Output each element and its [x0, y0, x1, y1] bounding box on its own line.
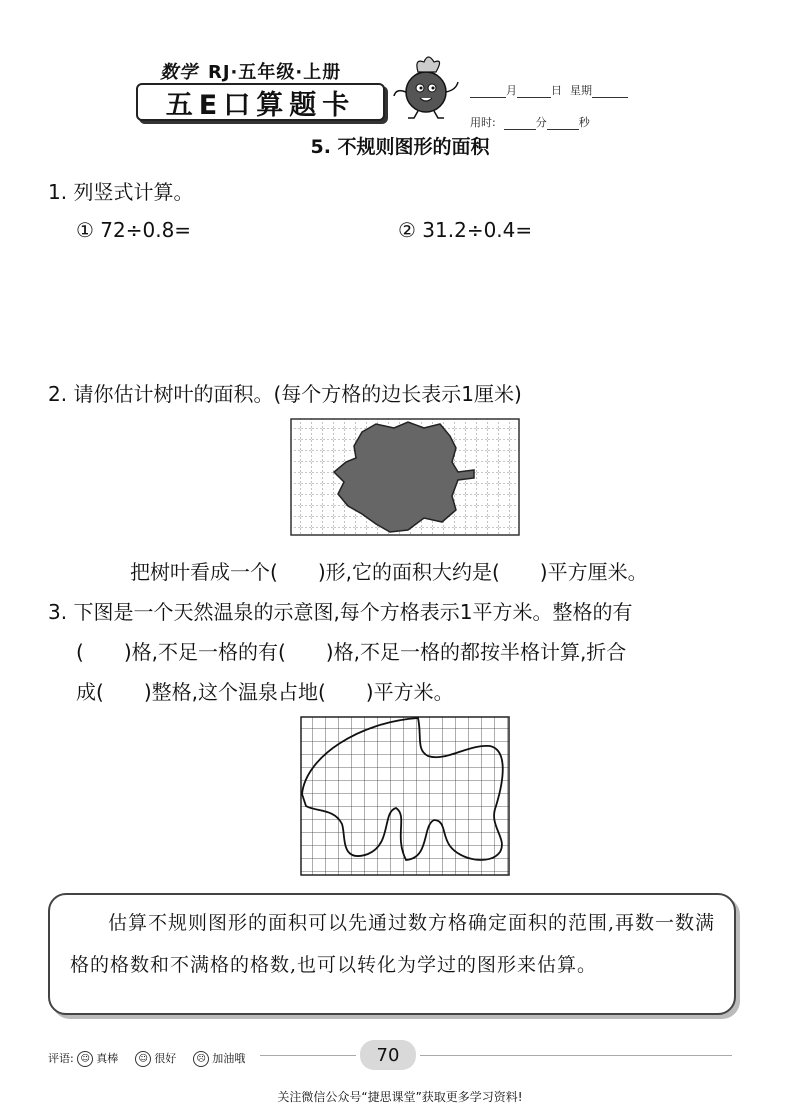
day-label: 日: [551, 84, 562, 97]
q3-line3-b: )整格,这个温泉占地(: [143, 680, 326, 704]
q1-item-1: ① 72÷0.8=: [76, 218, 192, 242]
date-time-fields: [470, 66, 628, 130]
q3-line2-b: )格,不足一格的有(: [123, 640, 286, 664]
q1-prompt: 1. 列竖式计算。: [48, 180, 194, 204]
hot-spring-grid-figure: [300, 716, 512, 878]
excellent-face-icon[interactable]: ☺: [77, 1051, 93, 1067]
minute-label: 分: [535, 116, 547, 129]
q3-line2-c: )格,不足一格的都按半格计算,折合: [325, 640, 627, 664]
q3-line3-c: )平方米。: [365, 680, 454, 704]
banner-title: 五E口算题卡: [136, 83, 385, 121]
page-number: 70: [360, 1040, 416, 1070]
q2-answer-part1: 把树叶看成一个(: [130, 560, 278, 584]
credit-line: 关注微信公众号“捷思课堂”获取更多学习资料!: [277, 1090, 523, 1104]
footer-rule-right: [420, 1055, 732, 1056]
mascot-icon: [388, 50, 463, 120]
minute-blank[interactable]: [504, 117, 536, 130]
leaf-grid-figure: [290, 418, 520, 536]
q3-line3-a: 成(: [76, 680, 104, 704]
time-label: 用时:: [470, 116, 496, 129]
rating-bar: [48, 1050, 245, 1067]
q1-item-2: ② 31.2÷0.4=: [398, 218, 533, 242]
weekday-label: 星期: [570, 84, 592, 97]
q3-line-3: [76, 676, 454, 705]
tip-text: 估算不规则图形的面积可以先通过数方格确定面积的范围,再数一数满格的格数和不满格的格数,也可以转化为学过的图形来估算。: [70, 912, 716, 976]
rating-option-1: 真棒: [96, 1052, 119, 1065]
q2-answer-line: [130, 556, 648, 585]
day-blank[interactable]: [517, 85, 551, 98]
q3-line2-a: (: [76, 640, 84, 664]
subject-label: 数学: [160, 62, 198, 83]
month-blank[interactable]: [470, 85, 506, 98]
rating-option-2: 很好: [154, 1052, 177, 1065]
lesson-title: 5. 不规则图形的面积: [310, 136, 490, 158]
q3-line-1: 3. 下图是一个天然温泉的示意图,每个方格表示1平方米。整格的有: [48, 600, 633, 624]
keep-trying-face-icon[interactable]: ☹: [193, 1051, 209, 1067]
footer-rule-left: [260, 1055, 356, 1056]
q2-answer-part2: )形,它的面积大约是(: [317, 560, 500, 584]
q3-line-2: [76, 636, 626, 665]
series-info: [160, 58, 341, 84]
second-label: 秒: [578, 116, 590, 129]
q2-prompt: 2. 请你估计树叶的面积。(每个方格的边长表示1厘米): [48, 382, 522, 406]
second-blank[interactable]: [547, 117, 579, 130]
grade-volume-label: RJ·五年级·上册: [208, 62, 342, 83]
q2-answer-part3: )平方厘米。: [539, 560, 648, 584]
weekday-blank[interactable]: [592, 85, 628, 98]
rating-option-3: 加油哦: [212, 1052, 246, 1065]
rating-label: 评语:: [48, 1052, 74, 1065]
good-face-icon[interactable]: ☺: [135, 1051, 151, 1067]
month-label: 月: [506, 84, 517, 97]
